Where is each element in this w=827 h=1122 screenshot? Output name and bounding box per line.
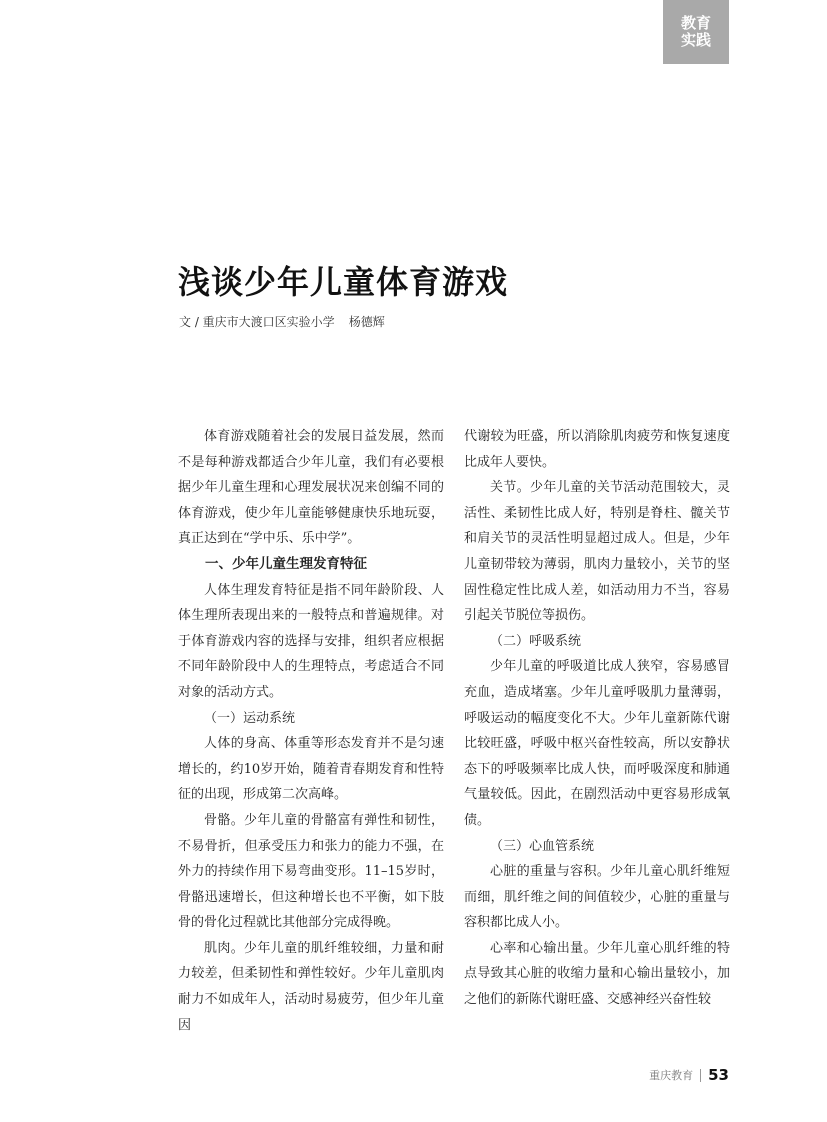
paragraph: 关节。少年儿童的关节活动范围较大，灵活性、柔韧性比成人好，特别是脊柱、髋关节和肩关节的灵活性明显超过成人。但是，少年儿童韧带较为薄弱，肌肉力量较小，关节的坚固性稳定性比成人差，如活动用力不当，容易引起关节脱位等损伤。 — [464, 480, 730, 624]
section-tag-line2: 实践 — [680, 31, 711, 49]
subsection-heading: （二）呼吸系统 — [490, 633, 582, 649]
right-column — [464, 424, 730, 1013]
paragraph: 肌肉。少年儿童的肌纤维较细，力量和耐力较差，但柔韧性和弹性较好。少年儿童肌肉耐力不如成年人，活动时易疲劳，但少年儿童因 — [178, 940, 444, 1033]
page-number: 53 — [708, 1066, 729, 1084]
paragraph: 心脏的重量与容积。少年儿童心肌纤维短而细，肌纤维之间的间值较少，心脏的重量与容积都比成人小。 — [464, 864, 730, 931]
page-footer — [649, 1066, 729, 1084]
paragraph: 骨骼。少年儿童的骨骼富有弹性和韧性，不易骨折，但承受压力和张力的能力不强，在外力的持续作用下易弯曲变形。11–15岁时，骨骼迅速增长，但这种增长也不平衡，如下肢骨的骨化过程就比其他部分完成得晚。 — [178, 812, 444, 931]
article-title: 浅谈少年儿童体育游戏 — [178, 263, 509, 301]
left-column — [178, 424, 444, 1038]
section-heading: 一、少年儿童生理发育特征 — [205, 555, 367, 572]
section-tag-line1: 教育 — [680, 14, 711, 32]
paragraph: 人体的身高、体重等形态发育并不是匀速增长的，约10岁开始，随着青春期发育和性特征的出现，形成第二次高峰。 — [178, 736, 444, 803]
byline-affiliation: 文 / 重庆市大渡口区实验小学 — [179, 315, 335, 329]
paragraph-continued: 代谢较为旺盛，所以消除肌肉疲劳和恢复速度比成年人要快。 — [464, 429, 730, 470]
byline — [179, 313, 385, 330]
subsection-heading: （一）运动系统 — [204, 710, 296, 726]
paragraph: 心率和心输出量。少年儿童心肌纤维的特点导致其心脏的收缩力量和心输出量较小，加之他们的新陈代谢旺盛、交感神经兴奋性较 — [464, 940, 730, 1008]
journal-name: 重庆教育 — [649, 1069, 694, 1082]
paragraph: 少年儿童的呼吸道比成人狭窄，容易感冒充血，造成堵塞。少年儿童呼吸肌力量薄弱，呼吸运动的幅度变化不大。少年儿童新陈代谢比较旺盛，呼吸中枢兴奋性较高，所以安静状态下的呼吸频率比成人快，而呼吸深度和肺通气量较低。因此，在剧烈活动中更容易形成氧债。 — [464, 659, 730, 828]
paragraph: 人体生理发育特征是指不同年龄阶段、人体生理所表现出来的一般特点和普遍规律。对于体育游戏内容的选择与安排，组织者应根据不同年龄阶段中人的生理特点，考虑适合不同对象的活动方式。 — [178, 582, 444, 700]
subsection-heading: （三）心血管系统 — [490, 838, 595, 854]
byline-author: 杨德辉 — [348, 315, 385, 329]
paragraph: 体育游戏随着社会的发展日益发展，然而不是每种游戏都适合少年儿童，我们有必要根据少年儿童生理和心理发展状况来创编不同的体育游戏，使少年儿童能够健康快乐地玩耍，真正达到在“学中乐、乐中学”。 — [178, 429, 444, 547]
footer-divider — [700, 1069, 701, 1082]
section-tag — [663, 0, 729, 64]
